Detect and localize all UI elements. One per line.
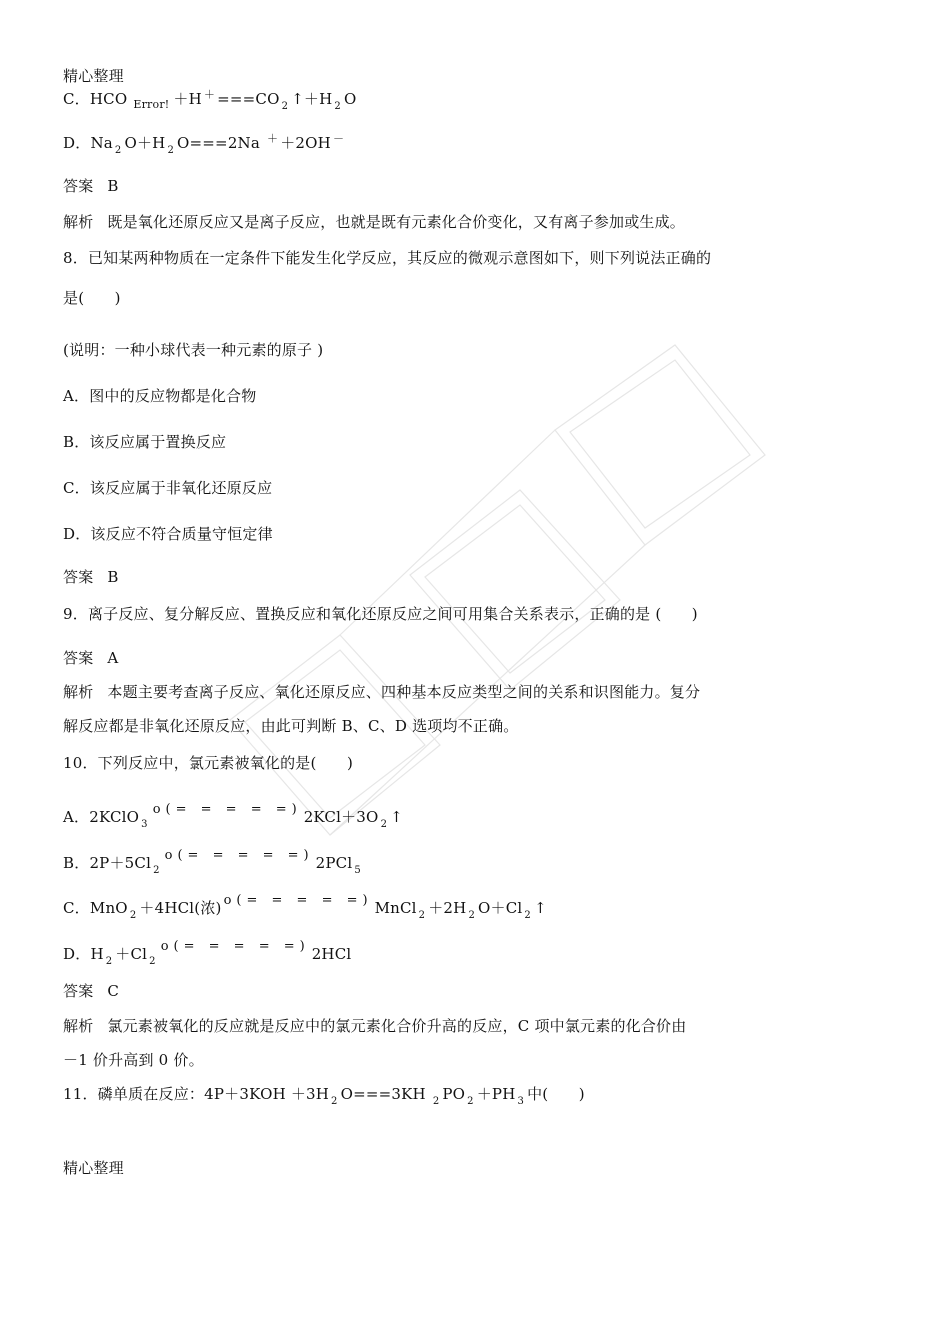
q10-answer: 答案 C [63, 982, 120, 1000]
q8-stem-line2: 是( ) [63, 289, 121, 307]
q10-option-a: A．2KClO $_3$o(= = = = =) 2KCl＋3O $_2$ ↑ [63, 802, 403, 830]
q9-explanation-line2: 解反应都是非氧化还原反应，由此可判断 B、C、D 选项均不正确。 [63, 717, 519, 735]
q10-explanation-line1: 解析 氯元素被氧化的反应就是反应中的氯元素化合价升高的反应，C 项中氯元素的化合价由 [63, 1017, 687, 1035]
q10-stem: 10．下列反应中，氯元素被氧化的是( ) [63, 754, 353, 772]
q9-explanation-line1: 解析 本题主要考查离子反应、氧化还原反应、四种基本反应类型之间的关系和识图能力。复分 [63, 683, 701, 701]
q8-option-b: B．该反应属于置换反应 [63, 433, 227, 451]
page-header: 精心整理 [63, 67, 124, 85]
q7-explanation: 解析 既是氧化还原反应又是离子反应，也就是既有元素化合价变化，又有离子参加或生成。 [63, 213, 686, 231]
q8-option-d: D．该反应不符合质量守恒定律 [63, 525, 273, 543]
q10-explanation-line2: －1 价升高到 0 价。 [63, 1051, 204, 1069]
q8-stem-line1: 8．已知某两种物质在一定条件下能发生化学反应，其反应的微观示意图如下，则下列说法正确的 [63, 249, 712, 267]
q8-option-a: A．图中的反应物都是化合物 [63, 387, 257, 405]
q11-stem: 11．磷单质在反应：4P＋3KOH ＋3H $_2$ O===3KH $_2$ PO $_2$ ＋PH $_3$ 中( ) [63, 1085, 585, 1107]
q9-answer: 答案 A [63, 649, 119, 667]
q8-note: (说明：一种小球代表一种元素的原子 ) [63, 341, 324, 359]
page-footer: 精心整理 [63, 1159, 124, 1177]
q7-answer: 答案 B [63, 177, 119, 195]
q10-option-c: C．MnO $_2$ ＋4HCl(浓) o(= = = = =) MnCl $_2$ ＋2H $_2$ O＋Cl $_2$ ↑ [63, 893, 547, 921]
q8-answer: 答案 B [63, 568, 119, 586]
q7-option-c: C．HCO $_{Error!}$ ＋H ＋ ===CO $_2$ ↑＋H $_2$ O [63, 88, 357, 112]
q10-option-d: D．H $_2$ ＋Cl $_2$o(= = = = =) 2HCl [63, 939, 352, 967]
q7-option-d: D．Na $_2$ O＋H $_2$ O===2Na ＋ ＋2OH － [63, 132, 345, 156]
q9-stem: 9．离子反应、复分解反应、置换反应和氧化还原反应之间可用集合关系表示，正确的是 ( ) [63, 605, 698, 623]
q10-option-b: B．2P＋5Cl $_2$o(= = = = =) 2PCl $_5$ [63, 848, 361, 876]
q8-option-c: C．该反应属于非氧化还原反应 [63, 479, 273, 497]
